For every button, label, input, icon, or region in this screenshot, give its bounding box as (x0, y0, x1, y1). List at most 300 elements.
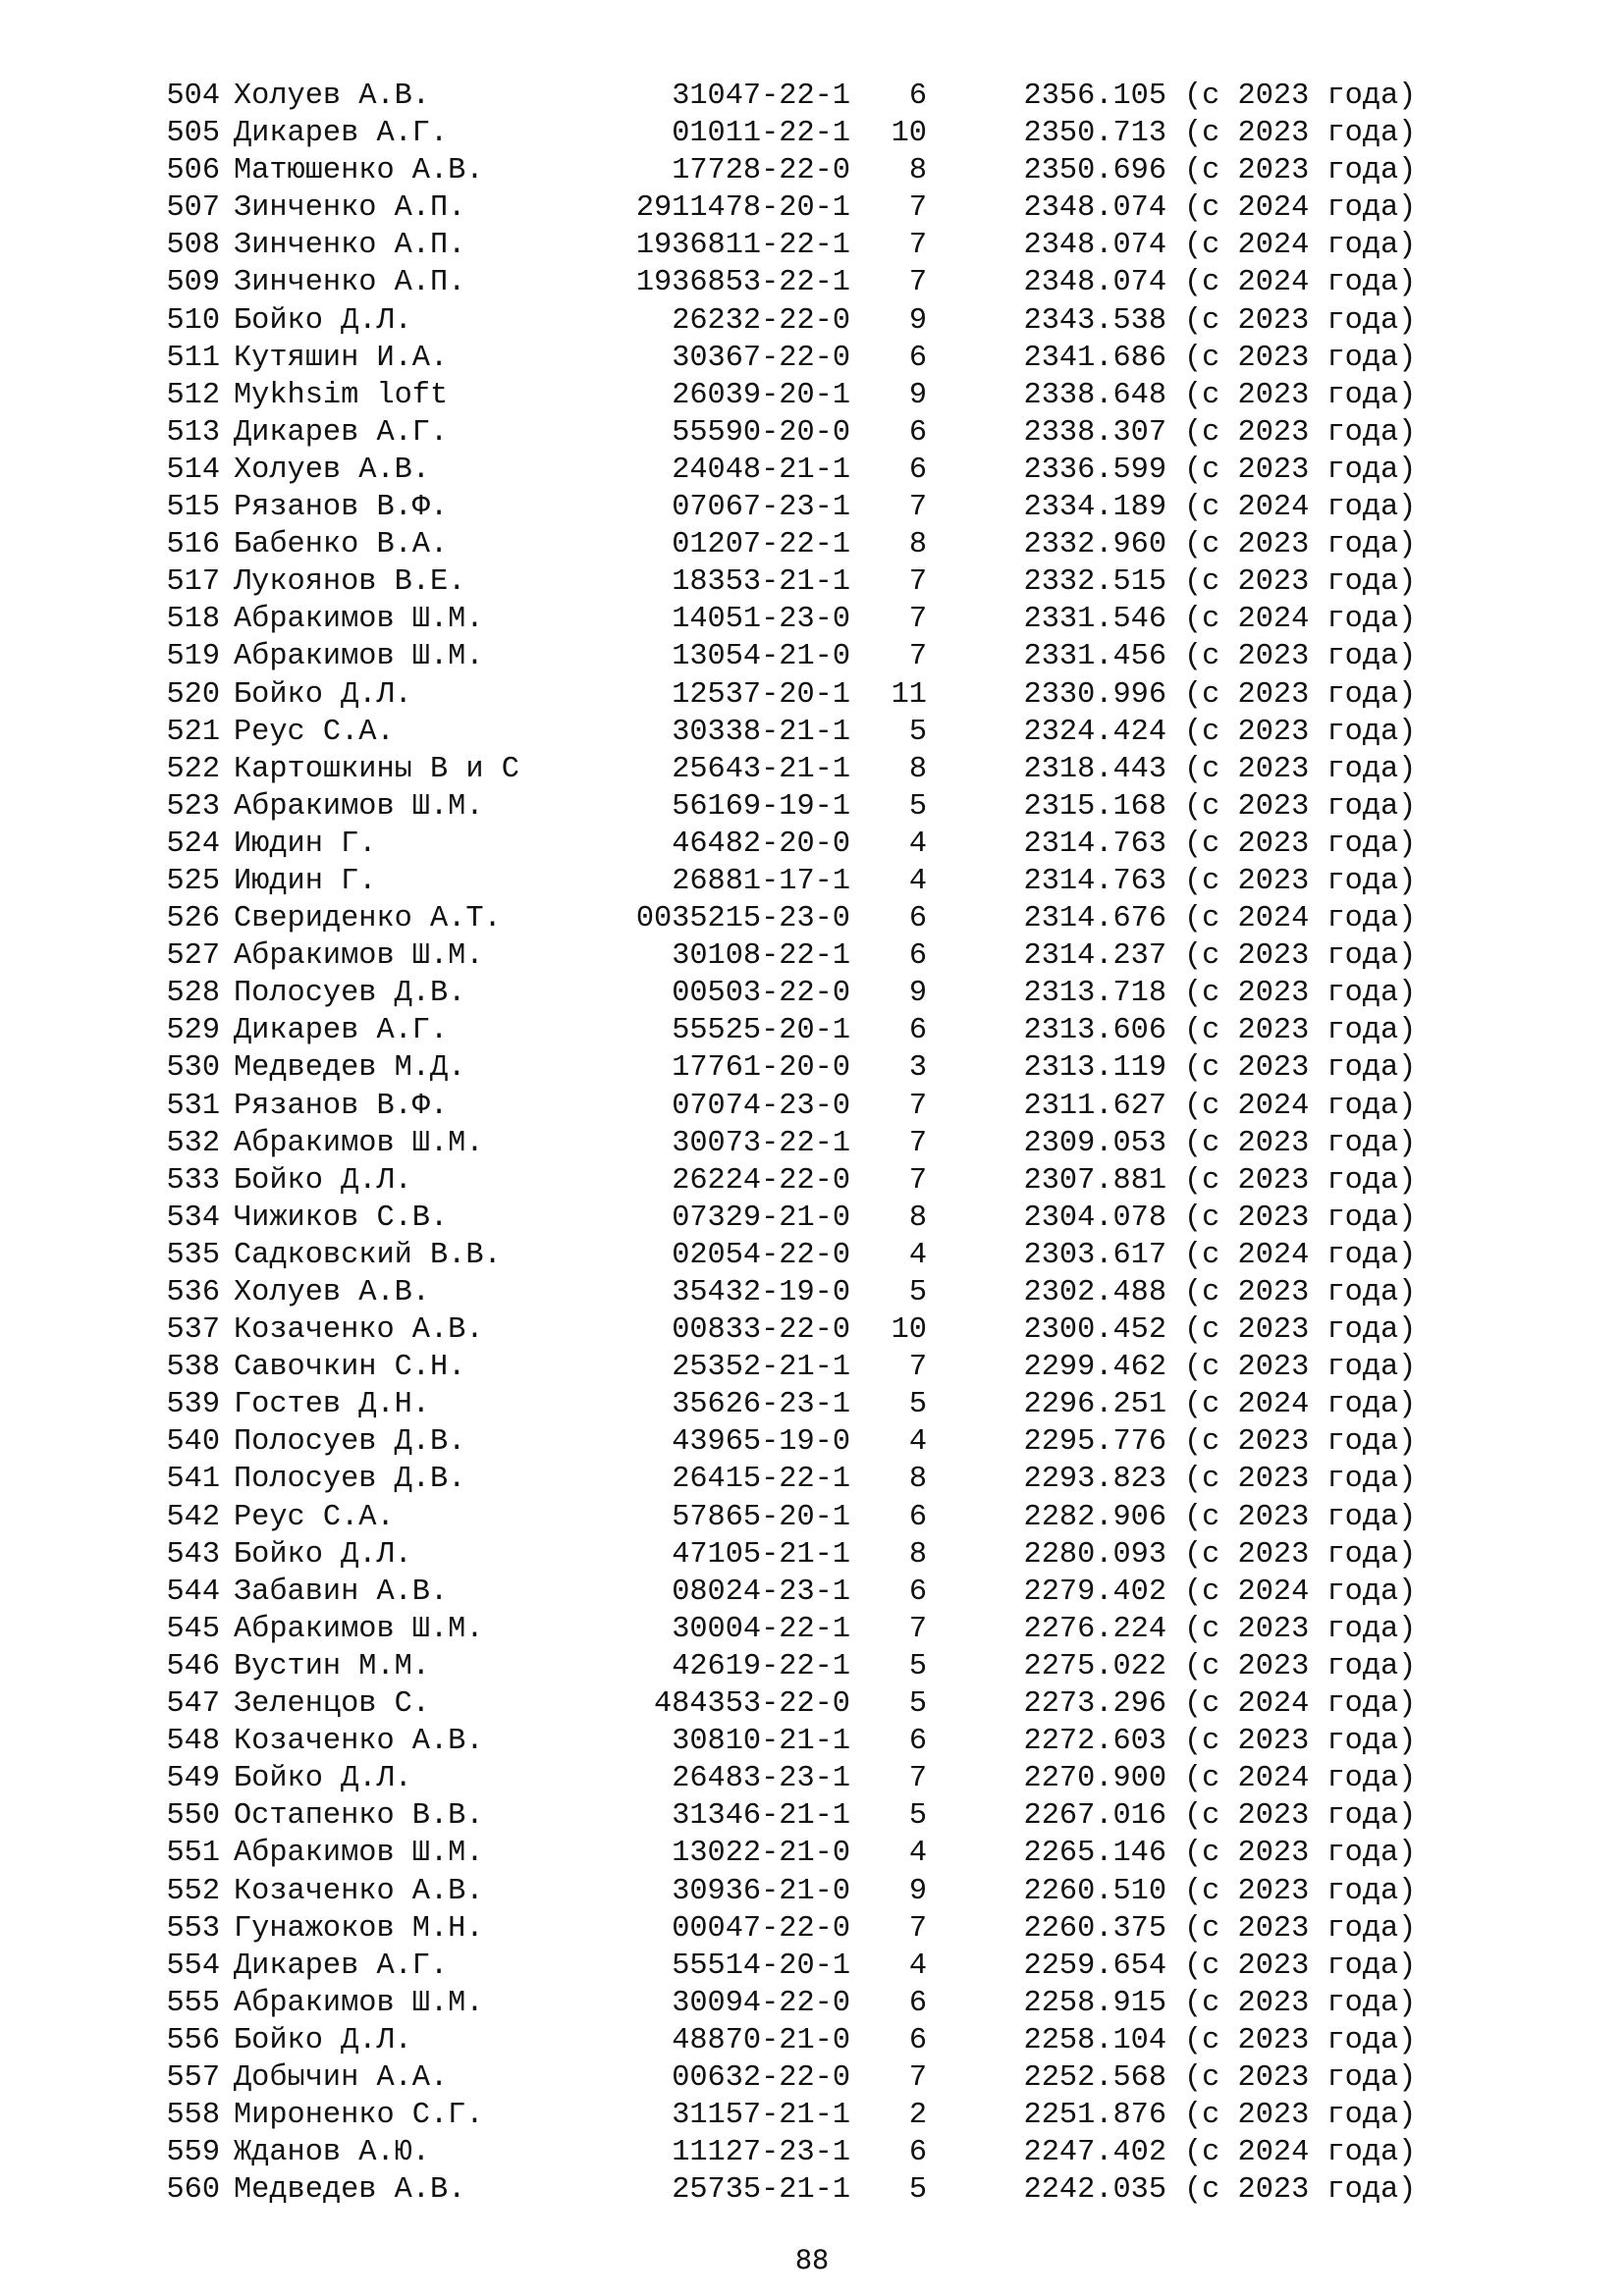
result-count: 7 (908, 1351, 927, 1385)
score-value: 2324.424 (1023, 715, 1166, 749)
result-count: 7 (908, 1612, 927, 1646)
owner-name: Козаченко А.В. (234, 1725, 484, 1759)
since-year-note: (с 2023 года) (1184, 303, 1417, 338)
ring-number: 00047-22-0 (672, 1911, 850, 1946)
list-row (0, 2059, 1624, 2097)
ring-number: 43965-19-0 (672, 1425, 850, 1460)
ring-number: 56169-19-1 (672, 789, 850, 824)
entry-number: 507 (166, 191, 220, 226)
owner-name: Абракимов Ш.М. (234, 603, 484, 637)
ring-number: 30094-22-0 (672, 1986, 850, 2020)
since-year-note: (с 2023 года) (1184, 1126, 1417, 1160)
ring-number: 12537-20-1 (672, 677, 850, 712)
score-value: 2314.763 (1023, 864, 1166, 898)
entry-number: 553 (166, 1911, 220, 1946)
list-row (0, 189, 1624, 227)
owner-name: Июдин Г. (234, 864, 377, 898)
score-value: 2302.488 (1023, 1276, 1166, 1309)
owner-name: Абракимов Ш.М. (234, 939, 484, 974)
entry-number: 557 (166, 2060, 220, 2095)
list-row (0, 1611, 1624, 1648)
ring-number: 55514-20-1 (672, 1949, 850, 1983)
owner-name: Абракимов Ш.М. (234, 640, 484, 674)
owner-name: Козаченко А.В. (234, 1313, 484, 1348)
list-row (0, 1049, 1624, 1087)
score-value: 2356.105 (1023, 80, 1166, 113)
entry-number: 534 (166, 1201, 220, 1235)
score-value: 2260.375 (1023, 1911, 1166, 1946)
entry-number: 520 (166, 677, 220, 712)
owner-name: Абракимов Ш.М. (234, 1126, 484, 1160)
owner-name: Кутяшин И.А. (234, 341, 449, 375)
owner-name: Абракимов Ш.М. (234, 789, 484, 824)
result-count: 7 (908, 266, 927, 300)
result-count: 5 (908, 789, 927, 824)
list-row (0, 452, 1624, 489)
result-count: 9 (908, 378, 927, 412)
result-count: 8 (908, 1201, 927, 1235)
since-year-note: (с 2023 года) (1184, 1351, 1417, 1385)
since-year-note: (с 2023 года) (1184, 1537, 1417, 1572)
ring-number: 11127-23-1 (672, 2136, 850, 2170)
owner-name: Холуев А.В. (234, 1276, 430, 1309)
since-year-note: (с 2023 года) (1184, 715, 1417, 749)
since-year-note: (с 2023 года) (1184, 1201, 1417, 1235)
entry-number: 509 (166, 266, 220, 300)
entry-number: 558 (166, 2099, 220, 2133)
score-value: 2338.307 (1023, 415, 1166, 450)
score-value: 2332.515 (1023, 565, 1166, 600)
result-count: 6 (908, 453, 927, 487)
since-year-note: (с 2024 года) (1184, 229, 1417, 263)
result-count: 7 (908, 1163, 927, 1198)
ring-number: 07329-21-0 (672, 1201, 850, 1235)
list-row (0, 1012, 1624, 1049)
ring-number: 14051-23-0 (672, 603, 850, 637)
since-year-note: (с 2023 года) (1184, 2173, 1417, 2208)
list-row (0, 489, 1624, 526)
ring-number: 26039-20-1 (672, 378, 850, 412)
ring-number: 13022-21-0 (672, 1837, 850, 1871)
result-count: 6 (908, 1500, 927, 1534)
entry-number: 513 (166, 415, 220, 450)
list-row (0, 1088, 1624, 1125)
entry-number: 539 (166, 1388, 220, 1422)
ring-number: 01207-22-1 (672, 528, 850, 562)
since-year-note: (с 2023 года) (1184, 415, 1417, 450)
since-year-note: (с 2023 года) (1184, 789, 1417, 824)
score-value: 2350.713 (1023, 117, 1166, 151)
ring-number: 30810-21-1 (672, 1725, 850, 1759)
owner-name: Бойко Д.Л. (234, 677, 412, 712)
score-value: 2348.074 (1023, 191, 1166, 226)
list-row (0, 1423, 1624, 1461)
result-count: 2 (908, 2099, 927, 2133)
since-year-note: (с 2023 года) (1184, 453, 1417, 487)
result-count: 5 (908, 2173, 927, 2208)
result-count: 5 (908, 1276, 927, 1309)
ring-number: 26232-22-0 (672, 303, 850, 338)
list-row (0, 264, 1624, 301)
entry-number: 526 (166, 902, 220, 936)
list-row (0, 1910, 1624, 1948)
since-year-note: (с 2024 года) (1184, 1575, 1417, 1609)
score-value: 2242.035 (1023, 2173, 1166, 2208)
result-count: 5 (908, 1388, 927, 1422)
owner-name: Дикарев А.Г. (234, 415, 449, 450)
ring-number: 31047-22-1 (672, 80, 850, 113)
score-value: 2314.763 (1023, 827, 1166, 861)
entry-number: 511 (166, 341, 220, 375)
ring-number: 24048-21-1 (672, 453, 850, 487)
list-row (0, 302, 1624, 340)
list-row (0, 2171, 1624, 2209)
entry-number: 514 (166, 453, 220, 487)
ring-number: 55590-20-0 (672, 415, 850, 450)
entry-number: 515 (166, 491, 220, 525)
owner-name: Июдин Г. (234, 827, 377, 861)
entry-number: 504 (166, 80, 220, 113)
owner-name: Гостев Д.Н. (234, 1388, 430, 1422)
result-count: 8 (908, 1537, 927, 1572)
result-count: 7 (908, 1126, 927, 1160)
owner-name: Мироненко С.Г. (234, 2099, 484, 2133)
entry-number: 516 (166, 528, 220, 562)
ring-number: 25643-21-1 (672, 752, 850, 786)
owner-name: Остапенко В.В. (234, 1799, 484, 1834)
owner-name: Чижиков С.В. (234, 1201, 449, 1235)
ring-number: 1936811-22-1 (635, 229, 850, 263)
result-count: 4 (908, 864, 927, 898)
owner-name: Зинченко А.П. (234, 229, 466, 263)
entry-number: 508 (166, 229, 220, 263)
score-value: 2331.546 (1023, 603, 1166, 637)
entry-number: 525 (166, 864, 220, 898)
list-row (0, 900, 1624, 937)
score-value: 2313.119 (1023, 1051, 1166, 1086)
entry-number: 555 (166, 1986, 220, 2020)
since-year-note: (с 2023 года) (1184, 1649, 1417, 1683)
list-row (0, 1873, 1624, 1910)
ring-number: 13054-21-0 (672, 640, 850, 674)
list-row (0, 2097, 1624, 2134)
list-row (0, 78, 1624, 115)
ring-number: 17728-22-0 (672, 154, 850, 188)
owner-name: Бойко Д.Л. (234, 303, 412, 338)
since-year-note: (с 2023 года) (1184, 1163, 1417, 1198)
result-count: 7 (908, 191, 927, 226)
result-count: 6 (908, 2136, 927, 2170)
since-year-note: (с 2023 года) (1184, 154, 1417, 188)
list-row (0, 1985, 1624, 2022)
result-count: 5 (908, 715, 927, 749)
score-value: 2303.617 (1023, 1238, 1166, 1272)
list-row (0, 601, 1624, 638)
since-year-note: (с 2024 года) (1184, 1388, 1417, 1422)
list-row (0, 414, 1624, 452)
owner-name: Зинченко А.П. (234, 266, 466, 300)
list-row (0, 863, 1624, 900)
since-year-note: (с 2023 года) (1184, 565, 1417, 600)
score-value: 2270.900 (1023, 1762, 1166, 1796)
ring-number: 26483-23-1 (672, 1762, 850, 1796)
since-year-note: (с 2023 года) (1184, 1014, 1417, 1048)
result-count: 11 (891, 677, 927, 712)
entry-number: 529 (166, 1014, 220, 1048)
owner-name: Рязанов В.Ф. (234, 1089, 449, 1123)
score-value: 2251.876 (1023, 2099, 1166, 2133)
owner-name: Медведев М.Д. (234, 1051, 466, 1086)
list-row (0, 2022, 1624, 2059)
entry-number: 545 (166, 1612, 220, 1646)
result-count: 6 (908, 902, 927, 936)
ring-number: 484353-22-0 (654, 1687, 850, 1722)
score-value: 2313.718 (1023, 977, 1166, 1011)
ring-number: 30367-22-0 (672, 341, 850, 375)
ring-number: 30073-22-1 (672, 1126, 850, 1160)
since-year-note: (с 2023 года) (1184, 1986, 1417, 2020)
owner-name: Дикарев А.Г. (234, 117, 449, 151)
ring-number: 17761-20-0 (672, 1051, 850, 1086)
since-year-note: (с 2023 года) (1184, 341, 1417, 375)
entry-number: 527 (166, 939, 220, 974)
since-year-note: (с 2023 года) (1184, 117, 1417, 151)
entry-number: 524 (166, 827, 220, 861)
entry-number: 531 (166, 1089, 220, 1123)
since-year-note: (с 2023 года) (1184, 2099, 1417, 2133)
score-value: 2307.881 (1023, 1163, 1166, 1198)
score-value: 2313.606 (1023, 1014, 1166, 1048)
score-value: 2300.452 (1023, 1313, 1166, 1348)
entry-number: 510 (166, 303, 220, 338)
owner-name: Холуев А.В. (234, 453, 430, 487)
since-year-note: (с 2023 года) (1184, 1313, 1417, 1348)
since-year-note: (с 2024 года) (1184, 191, 1417, 226)
score-value: 2341.686 (1023, 341, 1166, 375)
since-year-note: (с 2023 года) (1184, 640, 1417, 674)
list-row (0, 714, 1624, 751)
list-row (0, 1200, 1624, 1237)
entry-number: 551 (166, 1837, 220, 1871)
result-count: 6 (908, 2023, 927, 2057)
list-row (0, 751, 1624, 788)
ring-number: 26881-17-1 (672, 864, 850, 898)
score-value: 2267.016 (1023, 1799, 1166, 1834)
ring-number: 35432-19-0 (672, 1276, 850, 1309)
since-year-note: (с 2024 года) (1184, 902, 1417, 936)
ring-number: 46482-20-0 (672, 827, 850, 861)
score-value: 2275.022 (1023, 1649, 1166, 1683)
owner-name: Реус С.А. (234, 1500, 395, 1534)
owner-name: Савочкин С.Н. (234, 1351, 466, 1385)
ring-number: 07074-23-0 (672, 1089, 850, 1123)
score-value: 2280.093 (1023, 1537, 1166, 1572)
owner-name: Абракимов Ш.М. (234, 1612, 484, 1646)
list-row (0, 975, 1624, 1012)
list-row (0, 340, 1624, 377)
score-value: 2296.251 (1023, 1388, 1166, 1422)
entry-number: 535 (166, 1238, 220, 1272)
ring-number: 2911478-20-1 (635, 191, 850, 226)
list-row (0, 1760, 1624, 1797)
owner-name: Медведев А.В. (234, 2173, 466, 2208)
owner-name: Дикарев А.Г. (234, 1949, 449, 1983)
result-count: 5 (908, 1687, 927, 1722)
since-year-note: (с 2023 года) (1184, 752, 1417, 786)
owner-name: Вустин М.М. (234, 1649, 430, 1683)
since-year-note: (с 2023 года) (1184, 2023, 1417, 2057)
owner-name: Бойко Д.Л. (234, 1762, 412, 1796)
entry-number: 552 (166, 1874, 220, 1908)
score-value: 2272.603 (1023, 1725, 1166, 1759)
list-row (0, 1237, 1624, 1274)
score-value: 2309.053 (1023, 1126, 1166, 1160)
since-year-note: (с 2023 года) (1184, 1837, 1417, 1871)
entry-number: 544 (166, 1575, 220, 1609)
ring-number: 25735-21-1 (672, 2173, 850, 2208)
result-count: 6 (908, 341, 927, 375)
since-year-note: (с 2023 года) (1184, 378, 1417, 412)
entry-number: 560 (166, 2173, 220, 2208)
list-row (0, 152, 1624, 189)
owner-name: Забавин А.В. (234, 1575, 449, 1609)
since-year-note: (с 2024 года) (1184, 1238, 1417, 1272)
list-row (0, 1386, 1624, 1423)
ring-number: 30004-22-1 (672, 1612, 850, 1646)
list-row (0, 1461, 1624, 1498)
since-year-note: (с 2023 года) (1184, 1500, 1417, 1534)
since-year-note: (с 2024 года) (1184, 2136, 1417, 2170)
owner-name: Полосуев Д.В. (234, 1463, 466, 1497)
entry-number: 543 (166, 1537, 220, 1572)
owner-name: Козаченко А.В. (234, 1874, 484, 1908)
since-year-note: (с 2024 года) (1184, 266, 1417, 300)
score-value: 2331.456 (1023, 640, 1166, 674)
list-row (0, 526, 1624, 563)
owner-name: Жданов А.Ю. (234, 2136, 430, 2170)
owner-name: Бойко Д.Л. (234, 1537, 412, 1572)
owner-name: Гунажоков М.Н. (234, 1911, 484, 1946)
result-count: 7 (908, 229, 927, 263)
score-value: 2258.915 (1023, 1986, 1166, 2020)
result-count: 7 (908, 2060, 927, 2095)
ring-number: 01011-22-1 (672, 117, 850, 151)
owner-name: Полосуев Д.В. (234, 1425, 466, 1460)
score-value: 2258.104 (1023, 2023, 1166, 2057)
score-value: 2311.627 (1023, 1089, 1166, 1123)
score-value: 2350.696 (1023, 154, 1166, 188)
score-value: 2299.462 (1023, 1351, 1166, 1385)
since-year-note: (с 2023 года) (1184, 1874, 1417, 1908)
since-year-note: (с 2024 года) (1184, 1089, 1417, 1123)
ring-number: 1936853-22-1 (635, 266, 850, 300)
entry-number: 533 (166, 1163, 220, 1198)
ring-number: 00503-22-0 (672, 977, 850, 1011)
ring-number: 31346-21-1 (672, 1799, 850, 1834)
owner-name: Рязанов В.Ф. (234, 491, 449, 525)
ranking-list (0, 78, 1624, 2209)
owner-name: Зеленцов С. (234, 1687, 430, 1722)
entry-number: 506 (166, 154, 220, 188)
list-row (0, 1349, 1624, 1386)
entry-number: 512 (166, 378, 220, 412)
entry-number: 549 (166, 1762, 220, 1796)
score-value: 2348.074 (1023, 266, 1166, 300)
entry-number: 541 (166, 1463, 220, 1497)
ring-number: 25352-21-1 (672, 1351, 850, 1385)
owner-name: Садковский В.В. (234, 1238, 502, 1272)
since-year-note: (с 2023 года) (1184, 80, 1417, 113)
owner-name: Зинченко А.П. (234, 191, 466, 226)
score-value: 2314.676 (1023, 902, 1166, 936)
since-year-note: (с 2023 года) (1184, 1051, 1417, 1086)
list-row (0, 1797, 1624, 1835)
entry-number: 548 (166, 1725, 220, 1759)
since-year-note: (с 2023 года) (1184, 2060, 1417, 2095)
result-count: 10 (891, 1313, 927, 1348)
result-count: 4 (908, 827, 927, 861)
list-row (0, 1125, 1624, 1162)
score-value: 2282.906 (1023, 1500, 1166, 1534)
entry-number: 540 (166, 1425, 220, 1460)
list-row (0, 788, 1624, 826)
score-value: 2343.538 (1023, 303, 1166, 338)
entry-number: 528 (166, 977, 220, 1011)
ring-number: 00833-22-0 (672, 1313, 850, 1348)
list-row (0, 1835, 1624, 1872)
since-year-note: (с 2023 года) (1184, 864, 1417, 898)
score-value: 2330.996 (1023, 677, 1166, 712)
entry-number: 505 (166, 117, 220, 151)
entry-number: 519 (166, 640, 220, 674)
list-row (0, 676, 1624, 714)
entry-number: 517 (166, 565, 220, 600)
result-count: 6 (908, 1725, 927, 1759)
since-year-note: (с 2023 года) (1184, 1425, 1417, 1460)
result-count: 6 (908, 939, 927, 974)
result-count: 8 (908, 154, 927, 188)
result-count: 4 (908, 1837, 927, 1871)
result-count: 7 (908, 565, 927, 600)
owner-name: Бабенко В.А. (234, 528, 449, 562)
ring-number: 35626-23-1 (672, 1388, 850, 1422)
result-count: 9 (908, 1874, 927, 1908)
since-year-note: (с 2024 года) (1184, 603, 1417, 637)
owner-name: Абракимов Ш.М. (234, 1837, 484, 1871)
result-count: 7 (908, 1762, 927, 1796)
list-row (0, 115, 1624, 152)
list-row (0, 1536, 1624, 1574)
since-year-note: (с 2023 года) (1184, 1725, 1417, 1759)
list-row (0, 1574, 1624, 1611)
list-row (0, 227, 1624, 264)
owner-name: Дикарев А.Г. (234, 1014, 449, 1048)
entry-number: 559 (166, 2136, 220, 2170)
score-value: 2259.654 (1023, 1949, 1166, 1983)
owner-name: Свериденко А.Т. (234, 902, 502, 936)
result-count: 5 (908, 1799, 927, 1834)
since-year-note: (с 2023 года) (1184, 528, 1417, 562)
result-count: 10 (891, 117, 927, 151)
ring-number: 47105-21-1 (672, 1537, 850, 1572)
result-count: 9 (908, 303, 927, 338)
score-value: 2304.078 (1023, 1201, 1166, 1235)
score-value: 2336.599 (1023, 453, 1166, 487)
result-count: 6 (908, 1575, 927, 1609)
score-value: 2260.510 (1023, 1874, 1166, 1908)
list-row (0, 937, 1624, 975)
ring-number: 30936-21-0 (672, 1874, 850, 1908)
